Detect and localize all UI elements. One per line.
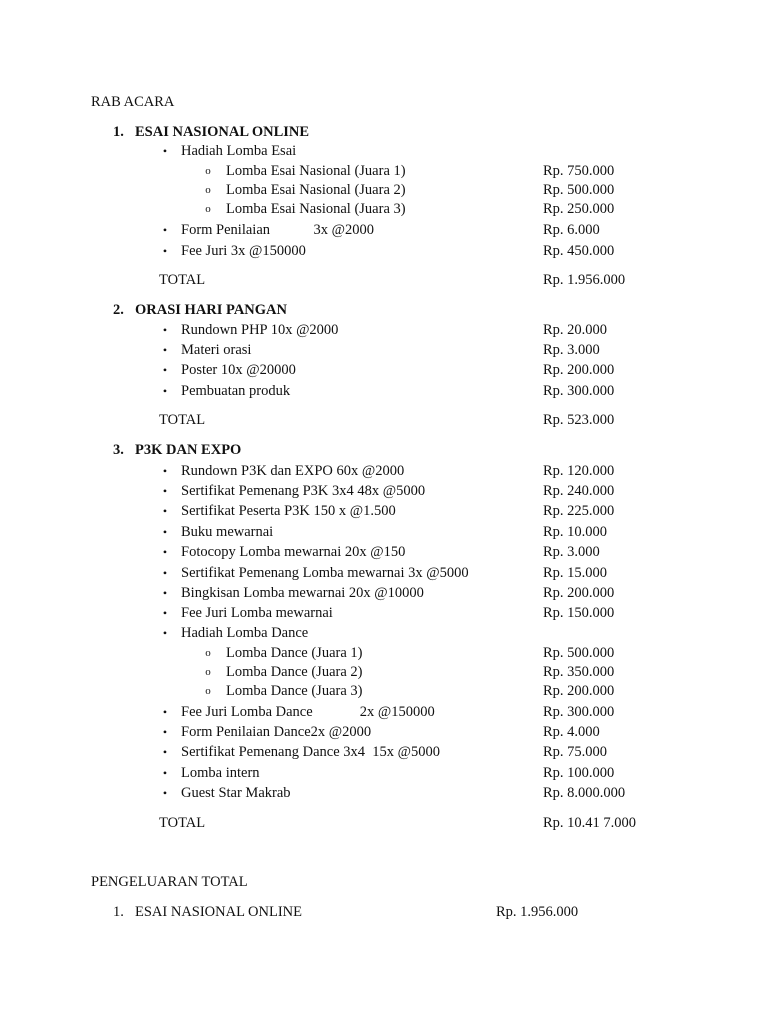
item-amount: Rp. 120.000 <box>543 463 615 479</box>
item-label: Lomba Dance (Juara 2) <box>226 664 363 680</box>
item-amount: Rp. 250.000 <box>543 201 615 217</box>
bullet-icon: • <box>162 606 168 620</box>
sub-bullet-icon: o <box>205 647 211 659</box>
bullet-icon: • <box>162 384 168 398</box>
list-item <box>0 722 768 742</box>
section-heading <box>113 122 309 142</box>
item-label: Lomba Esai Nasional (Juara 3) <box>226 201 406 217</box>
item-amount: Rp. 6.000 <box>543 222 600 238</box>
summary-row <box>113 902 713 922</box>
item-label: Lomba intern <box>181 765 260 781</box>
list-item <box>0 220 768 240</box>
item-amount: Rp. 750.000 <box>543 163 615 179</box>
list-item <box>0 161 768 181</box>
bullet-icon: • <box>162 586 168 600</box>
bullet-icon: • <box>162 766 168 780</box>
item-label: Fee Juri Lomba mewarnai <box>181 605 333 621</box>
bullet-icon: • <box>162 363 168 377</box>
total-row <box>0 410 768 430</box>
item-amount: Rp. 200.000 <box>543 362 615 378</box>
item-amount: Rp. 15.000 <box>543 565 608 581</box>
summary-number: 1. <box>113 904 124 920</box>
item-label: Hadiah Lomba Esai <box>181 143 297 159</box>
bullet-icon: • <box>162 484 168 498</box>
total-amount: Rp. 10.41 7.000 <box>543 815 637 831</box>
bullet-icon: • <box>162 464 168 478</box>
summary-title: PENGELUARAN TOTAL <box>91 874 248 890</box>
list-item <box>0 461 768 481</box>
item-label: Rundown PHP 10x @2000 <box>181 322 339 338</box>
list-item <box>0 662 768 682</box>
summary-label: ESAI NASIONAL ONLINE <box>135 904 302 920</box>
list-item <box>0 623 768 643</box>
item-label: Sertifikat Pemenang Dance 3x4 15x @5000 <box>181 744 440 760</box>
bullet-icon: • <box>162 504 168 518</box>
item-label: Bingkisan Lomba mewarnai 20x @10000 <box>181 585 424 601</box>
total-row <box>0 270 768 290</box>
list-item <box>0 141 768 161</box>
item-amount: Rp. 4.000 <box>543 724 600 740</box>
item-label: Fee Juri 3x @150000 <box>181 243 306 259</box>
item-amount: Rp. 350.000 <box>543 664 615 680</box>
section-title: P3K DAN EXPO <box>135 442 242 458</box>
sub-bullet-icon: o <box>205 203 211 215</box>
item-amount: Rp. 450.000 <box>543 243 615 259</box>
list-item <box>0 542 768 562</box>
item-label: Hadiah Lomba Dance <box>181 625 309 641</box>
bullet-icon: • <box>162 725 168 739</box>
list-item <box>0 340 768 360</box>
section-title: ESAI NASIONAL ONLINE <box>135 124 310 140</box>
item-label: Sertifikat Pemenang Lomba mewarnai 3x @5000 <box>181 565 469 581</box>
list-item <box>0 583 768 603</box>
bullet-icon: • <box>162 343 168 357</box>
list-item <box>0 241 768 261</box>
item-label: Materi orasi <box>181 342 252 358</box>
item-amount: Rp. 200.000 <box>543 683 615 699</box>
list-item <box>0 320 768 340</box>
item-amount: Rp. 240.000 <box>543 483 615 499</box>
list-item <box>0 681 768 701</box>
item-label: Fee Juri Lomba Dance 2x @150000 <box>181 704 435 720</box>
item-label: Pembuatan produk <box>181 383 291 399</box>
item-amount: Rp. 200.000 <box>543 585 615 601</box>
item-label: Buku mewarnai <box>181 524 274 540</box>
bullet-icon: • <box>162 786 168 800</box>
item-amount: Rp. 500.000 <box>543 182 615 198</box>
list-item <box>0 563 768 583</box>
list-item <box>0 763 768 783</box>
list-item <box>0 481 768 501</box>
list-item <box>0 180 768 200</box>
list-item <box>0 783 768 803</box>
item-label: Rundown P3K dan EXPO 60x @2000 <box>181 463 405 479</box>
item-label: Sertifikat Pemenang P3K 3x4 48x @5000 <box>181 483 426 499</box>
section-number: 3. <box>113 442 124 458</box>
item-amount: Rp. 300.000 <box>543 383 615 399</box>
bullet-icon: • <box>162 144 168 158</box>
section-title: ORASI HARI PANGAN <box>135 302 287 318</box>
item-label: Guest Star Makrab <box>181 785 291 801</box>
item-label: Lomba Esai Nasional (Juara 1) <box>226 163 406 179</box>
item-amount: Rp. 150.000 <box>543 605 615 621</box>
bullet-icon: • <box>162 545 168 559</box>
bullet-icon: • <box>162 745 168 759</box>
item-amount: Rp. 10.000 <box>543 524 608 540</box>
list-item <box>0 501 768 521</box>
item-amount: Rp. 500.000 <box>543 645 615 661</box>
item-amount: Rp. 300.000 <box>543 704 615 720</box>
bullet-icon: • <box>162 626 168 640</box>
bullet-icon: • <box>162 223 168 237</box>
list-item <box>0 360 768 380</box>
item-amount: Rp. 20.000 <box>543 322 608 338</box>
sub-bullet-icon: o <box>205 666 211 678</box>
item-amount: Rp. 75.000 <box>543 744 608 760</box>
section-heading <box>113 300 287 320</box>
item-amount: Rp. 8.000.000 <box>543 785 626 801</box>
item-label: Lomba Esai Nasional (Juara 2) <box>226 182 406 198</box>
item-amount: Rp. 3.000 <box>543 342 600 358</box>
summary-amount: Rp. 1.956.000 <box>496 904 579 920</box>
item-label: Lomba Dance (Juara 1) <box>226 645 363 661</box>
bullet-icon: • <box>162 566 168 580</box>
total-amount: Rp. 523.000 <box>543 412 615 428</box>
bullet-icon: • <box>162 705 168 719</box>
list-item <box>0 199 768 219</box>
list-item <box>0 603 768 623</box>
sub-bullet-icon: o <box>205 165 211 177</box>
item-label: Form Penilaian 3x @2000 <box>181 222 374 238</box>
total-amount: Rp. 1.956.000 <box>543 272 626 288</box>
item-label: Fotocopy Lomba mewarnai 20x @150 <box>181 544 406 560</box>
item-label: Poster 10x @20000 <box>181 362 296 378</box>
bullet-icon: • <box>162 244 168 258</box>
list-item <box>0 522 768 542</box>
item-amount: Rp. 3.000 <box>543 544 600 560</box>
item-label: Sertifikat Peserta P3K 150 x @1.500 <box>181 503 396 519</box>
item-label: Form Penilaian Dance2x @2000 <box>181 724 372 740</box>
document-title: RAB ACARA <box>91 94 175 110</box>
list-item <box>0 742 768 762</box>
list-item <box>0 381 768 401</box>
bullet-icon: • <box>162 525 168 539</box>
sub-bullet-icon: o <box>205 184 211 196</box>
total-row <box>0 813 768 833</box>
item-amount: Rp. 225.000 <box>543 503 615 519</box>
total-label: TOTAL <box>159 412 206 428</box>
total-label: TOTAL <box>159 815 206 831</box>
section-number: 1. <box>113 124 124 140</box>
section-heading <box>113 440 241 460</box>
sub-bullet-icon: o <box>205 685 211 697</box>
list-item <box>0 643 768 663</box>
list-item <box>0 702 768 722</box>
item-amount: Rp. 100.000 <box>543 765 615 781</box>
bullet-icon: • <box>162 323 168 337</box>
section-number: 2. <box>113 302 124 318</box>
total-label: TOTAL <box>159 272 206 288</box>
item-label: Lomba Dance (Juara 3) <box>226 683 363 699</box>
